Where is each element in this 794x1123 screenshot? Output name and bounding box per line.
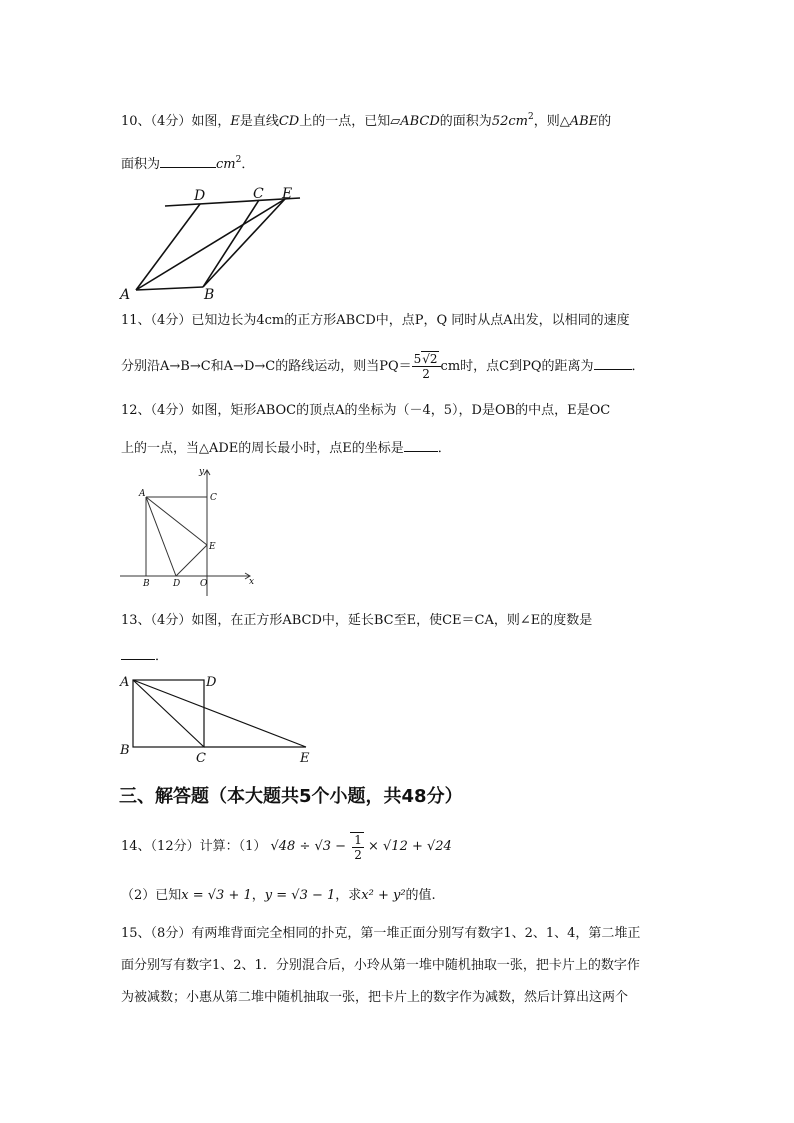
label-d: D bbox=[206, 675, 217, 690]
q10-line1: 10、（4分）如图，E是直线CD上的一点，已知▱ABCD的面积为$52cm^2$，则△ABE的 bbox=[121, 112, 612, 129]
section-heading: 三、解答题（本大题共5个小题，共48分） bbox=[119, 786, 463, 807]
q14-line2: （2）已知x = √3 + 1，y = √3 − 1，求x² + y²的值. bbox=[121, 888, 436, 903]
q13-line1: 13、（4分）如图，在正方形ABCD中，延长BC至E，使CE＝CA，则∠E的度数是 bbox=[121, 613, 593, 628]
label-e: E bbox=[300, 751, 310, 766]
label-a: A bbox=[139, 489, 146, 499]
sum-expression: x² + y² bbox=[361, 888, 406, 903]
label-c: C bbox=[210, 493, 217, 503]
answer-blank bbox=[594, 355, 632, 370]
segment-ae bbox=[136, 199, 285, 290]
label-e: E bbox=[209, 542, 216, 552]
answer-blank bbox=[121, 645, 155, 660]
segment-ae bbox=[133, 680, 306, 747]
x-equation: x = √3 + 1 bbox=[181, 888, 252, 903]
label-a: A bbox=[120, 287, 131, 303]
q11-line1: 11、（4分）已知边长为4cm的正方形ABCD中，点P，Q 同时从点A出发，以相同的速度 bbox=[121, 313, 630, 328]
y-axis-arrow bbox=[204, 470, 210, 475]
q12-line1: 12、（4分）如图，矩形ABOC的顶点A的坐标为（－4，5），D是OB的中点，E是OC bbox=[121, 403, 611, 418]
q13-line2: ． bbox=[121, 645, 168, 666]
segment-ab bbox=[136, 287, 203, 290]
segment-de bbox=[176, 545, 207, 576]
label-a: A bbox=[120, 675, 130, 690]
segment-ad bbox=[146, 497, 176, 576]
var-e: E bbox=[230, 114, 240, 129]
parallelogram-abcd: ▱ABCD bbox=[390, 114, 440, 129]
label-c: C bbox=[196, 751, 206, 766]
q15-line3: 为被减数；小惠从第二堆中随机抽取一张，把卡片上的数字作为减数，然后计算出这两个 bbox=[121, 990, 629, 1005]
q12-line2: 上的一点，当△ADE的周长最小时，点E的坐标是 ． bbox=[121, 437, 451, 458]
fraction-pq: $\frac{5√2}{2}$ bbox=[412, 352, 441, 381]
q10-line2: 面积为 $cm^2$． bbox=[121, 155, 255, 172]
label-d: D bbox=[173, 579, 181, 589]
segment-be bbox=[203, 199, 285, 287]
segment-bc bbox=[203, 200, 259, 287]
label-b: B bbox=[120, 743, 130, 758]
square-abcd bbox=[133, 680, 204, 747]
label-x: x bbox=[249, 577, 255, 587]
label-o: O bbox=[200, 579, 208, 589]
label-e: E bbox=[282, 186, 293, 202]
q11-line2: 分别沿A→B→C和A→D→C的路线运动，则当PQ＝ $\frac{5√2}{2}$ cm时，点C到PQ的距离为 ． bbox=[121, 352, 645, 381]
label-y: y bbox=[199, 467, 205, 477]
line-cd: CD bbox=[278, 114, 300, 129]
line-de bbox=[165, 198, 300, 206]
label-b: B bbox=[143, 579, 150, 589]
fraction-one-half: $\frac{1}{2}$ bbox=[350, 832, 364, 862]
label-c: C bbox=[253, 186, 264, 202]
triangle-abe: △ABE bbox=[559, 114, 599, 129]
q14-line1: 14、（12分）计算：（1） √48 ÷ √3 − $\frac{1}{2}$ × √12 + √24 bbox=[121, 832, 452, 862]
q15-line1: 15、（8分）有两堆背面完全相同的扑克，第一堆正面分别写有数字1、2、1、4，第二堆正 bbox=[121, 926, 641, 941]
segment-ae bbox=[146, 497, 207, 545]
diagonal-ac bbox=[133, 680, 204, 747]
x-axis-arrow bbox=[245, 573, 250, 579]
label-d: D bbox=[194, 188, 206, 204]
answer-blank bbox=[160, 153, 216, 168]
q15-line2: 面分别写有数字1、2、1．分别混合后，小玲从第一堆中随机抽取一张，把卡片上的数字作 bbox=[121, 958, 640, 973]
area-value: 52 bbox=[491, 114, 509, 129]
segment-ad bbox=[136, 204, 200, 290]
answer-blank bbox=[404, 437, 438, 452]
label-b: B bbox=[204, 287, 215, 303]
y-equation: y = √3 − 1 bbox=[264, 888, 336, 903]
